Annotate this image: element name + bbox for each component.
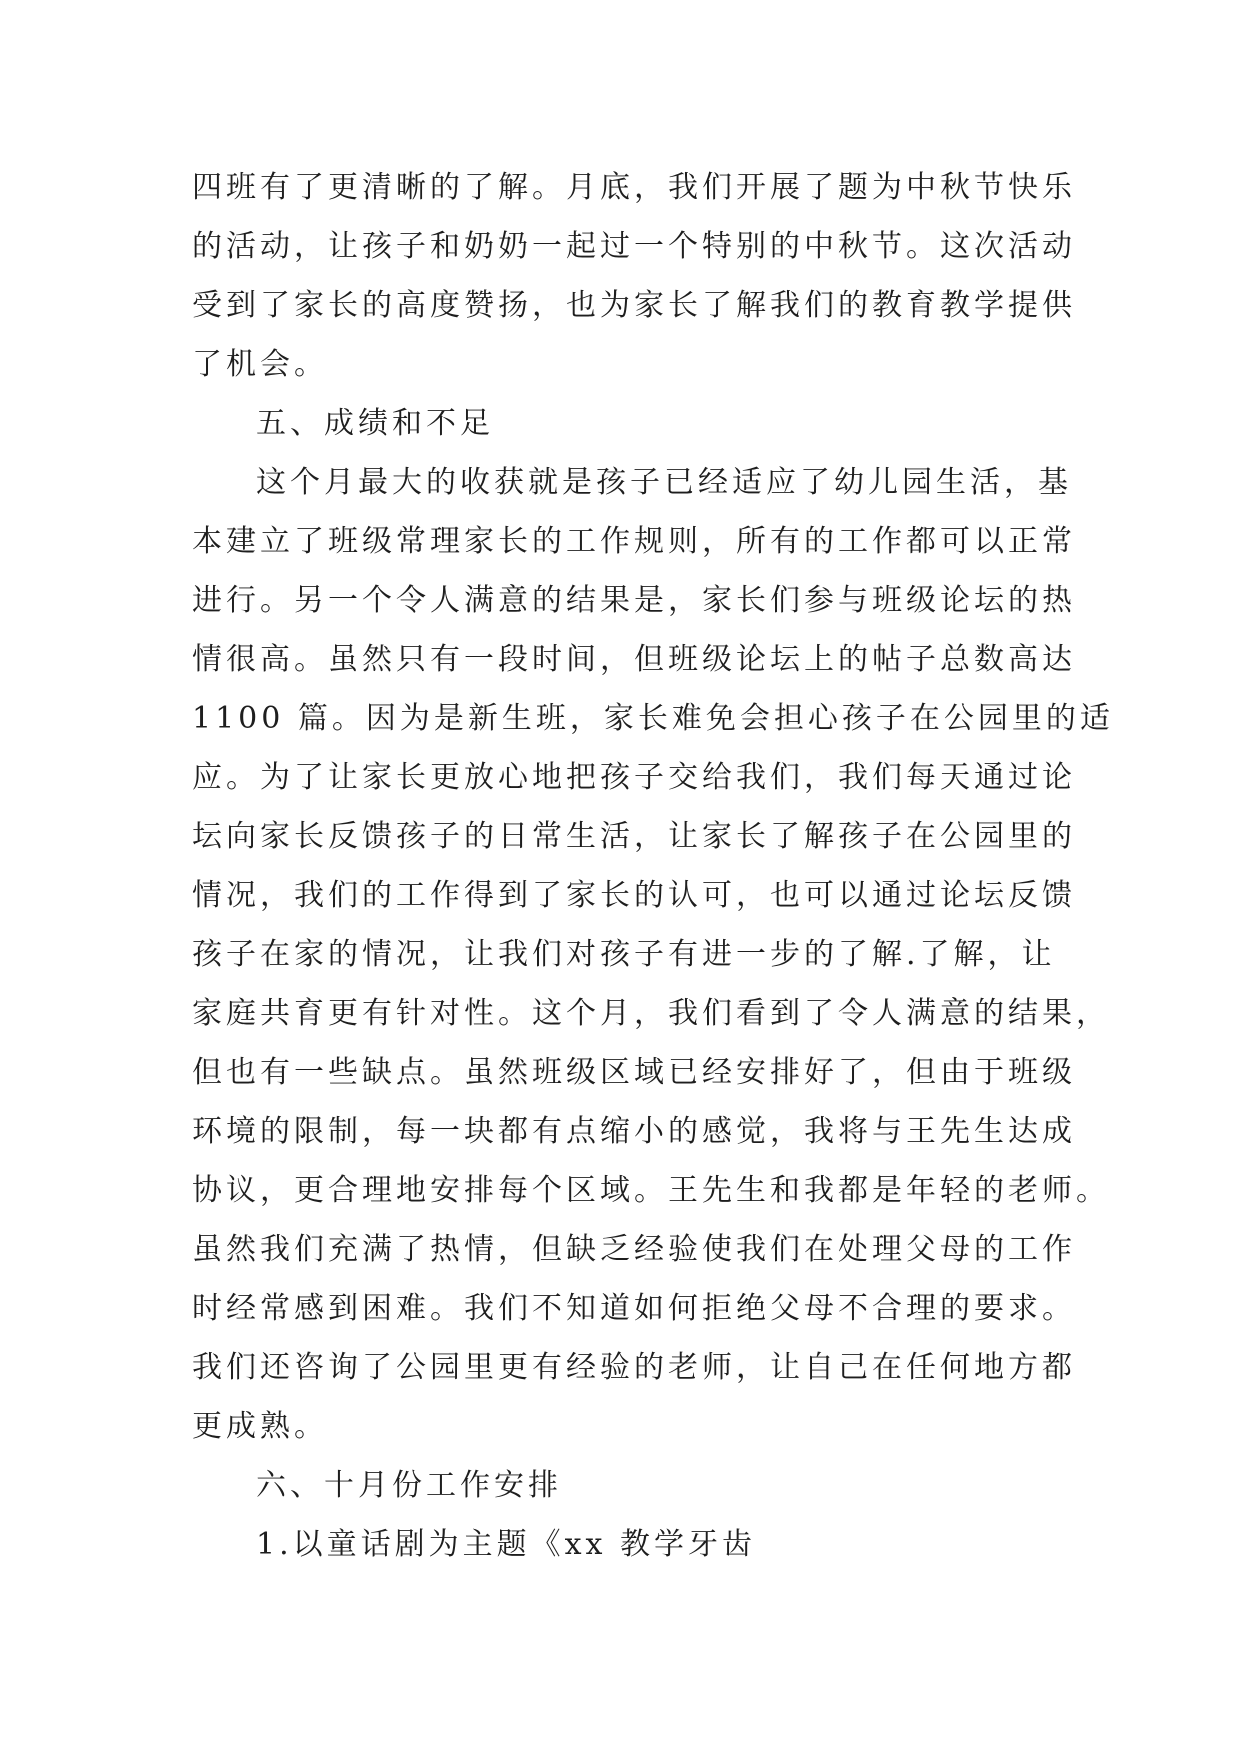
paragraph-line: 情很高。虽然只有一段时间，但班级论坛上的帖子总数高达: [192, 642, 1076, 677]
paragraph-line: 协议，更合理地安排每个区域。王先生和我都是年轻的老师。: [192, 1173, 1110, 1208]
paragraph-line: 情况，我们的工作得到了家长的认可，也可以通过论坛反馈: [192, 878, 1076, 913]
paragraph-line: 本建立了班级常理家长的工作规则，所有的工作都可以正常: [192, 524, 1076, 559]
section-heading: 五、成绩和不足: [256, 406, 494, 441]
paragraph-line: 环境的限制，每一块都有点缩小的感觉，我将与王先生达成: [192, 1114, 1076, 1149]
paragraph-line: 四班有了更清晰的了解。月底，我们开展了题为中秋节快乐: [192, 170, 1076, 205]
paragraph-line: 但也有一些缺点。虽然班级区域已经安排好了，但由于班级: [192, 1055, 1076, 1090]
document-body: [192, 158, 1114, 1574]
list-item: 1.以童话剧为主题《xx 教学牙齿: [256, 1527, 756, 1562]
paragraph-line: 坛向家长反馈孩子的日常生活，让家长了解孩子在公园里的: [192, 819, 1076, 854]
paragraph-line: 虽然我们充满了热情，但缺乏经验使我们在处理父母的工作: [192, 1232, 1076, 1267]
paragraph-line: 的活动，让孩子和奶奶一起过一个特别的中秋节。这次活动: [192, 229, 1076, 264]
paragraph-line: 受到了家长的高度赞扬，也为家长了解我们的教育教学提供: [192, 288, 1076, 323]
paragraph-line: 应。为了让家长更放心地把孩子交给我们，我们每天通过论: [192, 760, 1076, 795]
paragraph-line: 时经常感到困难。我们不知道如何拒绝父母不合理的要求。: [192, 1291, 1076, 1326]
paragraph-line: 我们还咨询了公园里更有经验的老师，让自己在任何地方都: [192, 1350, 1076, 1385]
paragraph-line: 1100 篇。因为是新生班，家长难免会担心孩子在公园里的适: [192, 701, 1114, 736]
paragraph-line: 孩子在家的情况，让我们对孩子有进一步的了解.了解，让: [192, 937, 1056, 972]
paragraph-line: 家庭共育更有针对性。这个月，我们看到了令人满意的结果，: [192, 996, 1110, 1031]
paragraph-line: 这个月最大的收获就是孩子已经适应了幼儿园生活，基: [256, 465, 1072, 500]
paragraph-line: 进行。另一个令人满意的结果是，家长们参与班级论坛的热: [192, 583, 1076, 618]
section-heading: 六、十月份工作安排: [256, 1468, 562, 1503]
paragraph-line: 了机会。: [192, 347, 328, 382]
paragraph-line: 更成熟。: [192, 1409, 328, 1444]
